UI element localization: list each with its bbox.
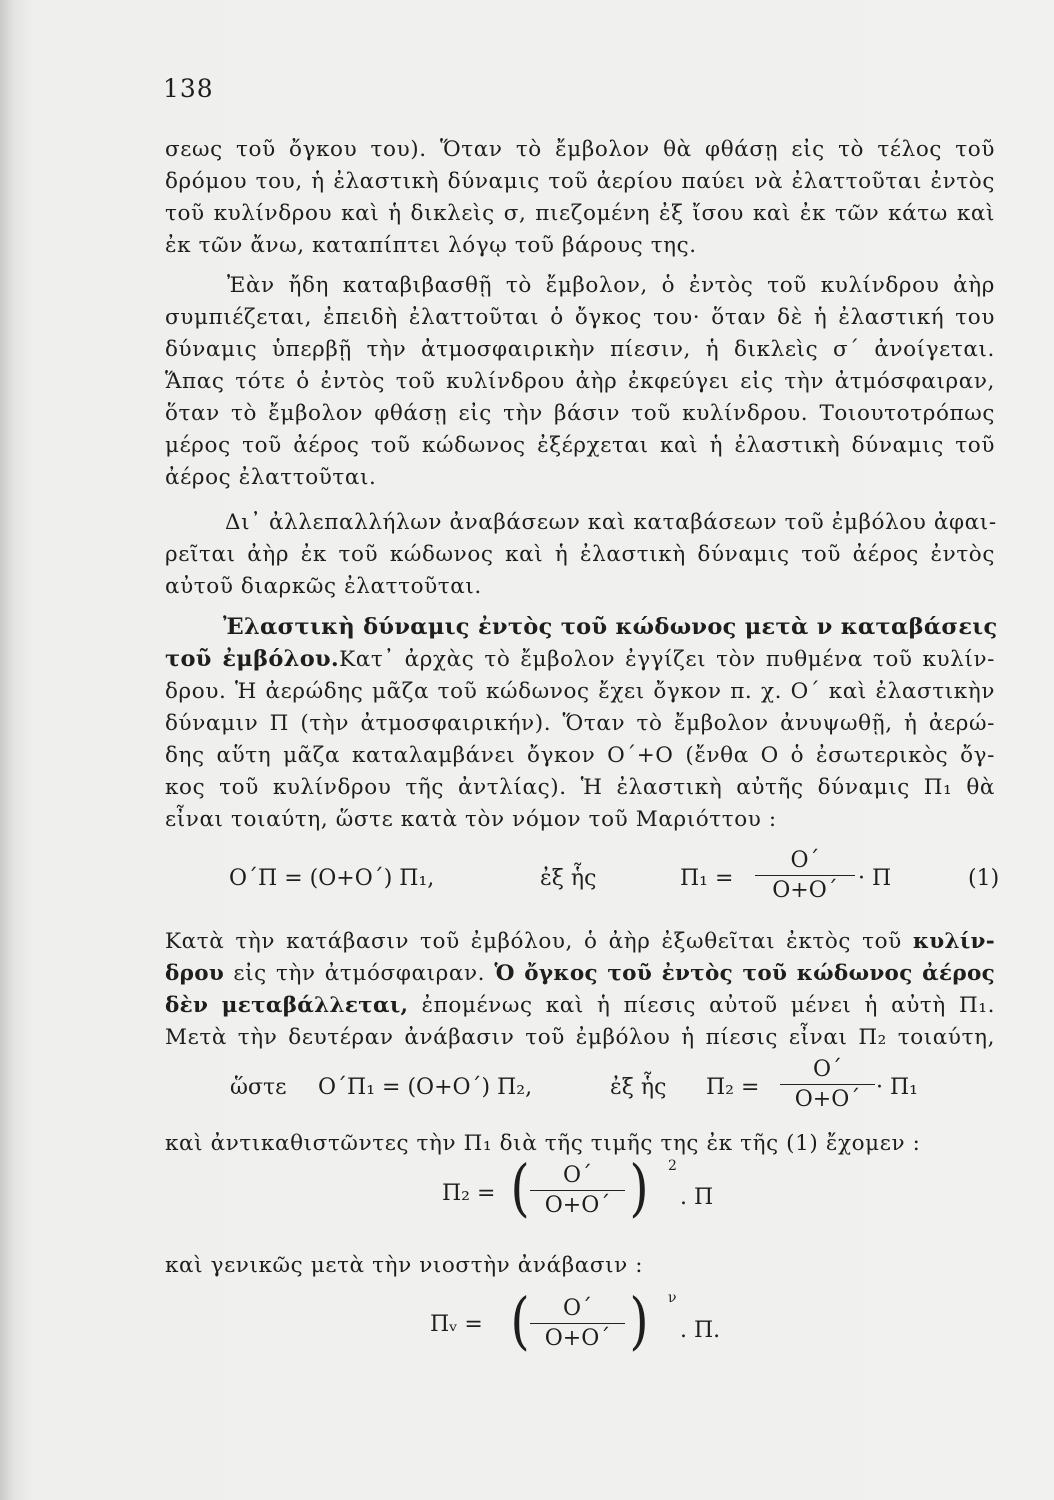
emphasis: δρου [165,961,225,986]
right-paren: ) [629,1151,649,1224]
eq2-lhs: Ο΄Π₁ = (Ο+Ο΄) Π₂, [318,1075,533,1100]
paragraph-5 [165,926,995,1054]
text-line: δρου. Ἡ ἀερώδης μᾶζα τοῦ κώδωνος ἔχει ὄγκον π. χ. Ο΄ καὶ ἐλαστικὴν [165,679,995,704]
fraction-bar [530,1190,625,1191]
eq3-lhs: Π₂ = [442,1181,496,1206]
eq1-denominator: Ο+Ο΄ [772,878,838,903]
page-number: 138 [163,74,214,103]
section-heading: Ἐλαστικὴ δύναμις ἐντὸς τοῦ κώδωνος μετὰ ν καταβάσεις [223,614,998,640]
eq3-exponent: 2 [668,1158,677,1174]
text-line: εἶναι τοιαύτη, ὥστε κατὰ τὸν νόμον τοῦ Μαριόττου : [165,807,777,832]
eq1-mid: ἐξ ἧς [540,866,597,891]
text-line: Κατ᾿ ἀρχὰς τὸ ἔμβολον ἐγγίζει τὸν πυθμένα τοῦ κυλίν- [339,647,996,672]
fraction-bar [755,875,855,876]
eq4-denominator: Ο+Ο΄ [544,1326,611,1351]
text-line: Μετὰ τὴν δευτέραν ἀνάβασιν τοῦ ἐμβόλου ἡ πίεσις εἶναι Π₂ τοιαύτη, [165,1025,995,1050]
left-paren: ( [510,1151,530,1224]
paragraph-1 [165,134,995,262]
fraction-bar [530,1323,625,1324]
section-paragraph [165,611,998,836]
text-line: κος τοῦ κυλίνδρου τῆς ἀντλίας). Ἡ ἐλαστικὴ αὐτῆς δύναμις Π₁ θὰ [165,775,995,800]
text-line: Ἐὰν ἤδη καταβιβασθῇ τὸ ἔμβολον, ὁ ἐντὸς τοῦ κυλίνδρου ἀὴρ [227,273,995,298]
eq1-lhs: Ο΄Π = (Ο+Ο΄) Π₁, [229,866,435,891]
text-line: δης αὕτη μᾶζα καταλαμβάνει ὄγκον Ο΄+Ο (ἔνθα Ο ὁ ἐσωτερικὸς ὄγ- [165,743,995,768]
text-line: ἀέρος ἐλαττοῦται. [165,465,377,490]
text-line: τοῦ κυλίνδρου καὶ ἡ δικλεὶς σ, πιεζομένη ἐξ ἴσου καὶ ἐκ τῶν κάτω καὶ [165,201,995,226]
eq4-exponent: ν [668,1290,677,1306]
eq1-rhs-left: Π₁ = [680,866,734,891]
eq1-fraction [755,848,855,903]
text-line: ρεῖται ἀὴρ ἐκ τοῦ κώδωνος καὶ ἡ ἐλαστικὴ δύναμις τοῦ ἀέρος ἐντὸς [165,542,995,567]
paragraph-2 [165,270,995,494]
text-line: δρόμου του, ἡ ἐλαστικὴ δύναμις τοῦ ἀερίου παύει νὰ ἐλαττοῦται ἐντὸς [165,169,995,194]
eq2-mid: ἐξ ἧς [610,1075,667,1100]
fraction-bar [780,1084,875,1085]
eq1-rhs-right: · Π [858,866,892,891]
eq1-numerator: Ο΄ [790,848,820,873]
text-line: δύναμις ὑπερβῇ τὴν ἀτμοσφαιρικὴν πίεσιν, ἡ δικλεὶς σ΄ ἀνοίγεται. [165,337,995,362]
text-line: ὅταν τὸ ἔμβολον φθάσῃ εἰς τὴν βάσιν τοῦ κυλίνδρου. Τοιουτοτρόπως [165,401,995,426]
eq1-label: (1) [968,866,1000,891]
eq3-denominator: Ο+Ο΄ [544,1193,611,1218]
text-line: καὶ ἀντικαθιστῶντες τὴν Π₁ διὰ τῆς τιμῆς της ἐκ τῆς (1) ἔχομεν : [165,1131,921,1156]
text-line: αὐτοῦ διαρκῶς ἐλαττοῦται. [165,574,482,599]
text-line: Κατὰ τὴν κατάβασιν τοῦ ἐμβόλου, ὁ ἀὴρ ἐξωθεῖται ἐκτὸς τοῦ [165,929,902,954]
eq2-fraction [780,1057,875,1112]
eq3-numerator: Ο΄ [562,1163,593,1188]
emphasis: Ὁ ὄγκος τοῦ ἐντὸς τοῦ κώδωνος ἀέρος [494,961,995,986]
text-line: ἐκ τῶν ἄνω, καταπίπτει λόγῳ τοῦ βάρους της. [165,233,697,258]
eq3-rhs: . Π [680,1185,714,1210]
eq2-pre: ὥστε [230,1075,287,1100]
right-paren: ) [629,1284,649,1357]
text-line: εἰς τὴν ἀτμόσφαιραν. [233,961,486,986]
paragraph-7 [165,1250,995,1282]
eq2-numerator: Ο΄ [812,1057,843,1082]
eq4-lhs: Πᵥ = [430,1312,483,1337]
eq3-fraction [530,1163,625,1218]
left-paren: ( [510,1284,530,1357]
emphasis: δὲν μεταβάλλεται, [165,993,409,1018]
eq4-rhs: . Π. [680,1318,721,1343]
eq4-numerator: Ο΄ [562,1296,593,1321]
section-heading-end: τοῦ ἐμβόλου. [165,646,340,672]
paragraph-3 [165,507,995,603]
paragraph-6 [165,1128,995,1160]
text-line: μέρος τοῦ ἀέρος τοῦ κώδωνος ἐξέρχεται καὶ ἡ ἐλαστικὴ δύναμις τοῦ [165,433,995,458]
text-line: Δι᾿ ἀλλεπαλλήλων ἀναβάσεων καὶ καταβάσεων τοῦ ἐμβόλου ἀφαι- [225,510,997,535]
text-line: συμπιέζεται, ἐπειδὴ ἐλαττοῦται ὁ ὄγκος του· ὅταν δὲ ἡ ἐλαστική του [165,305,995,330]
eq2-denominator: Ο+Ο΄ [794,1087,861,1112]
text-line: ἐπομένως καὶ ἡ πίεσις αὐτοῦ μένει ἡ αὐτὴ Π₁. [421,993,996,1018]
text-line: Ἅπας τότε ὁ ἐντὸς τοῦ κυλίνδρου ἀὴρ ἐκφεύγει εἰς τὴν ἀτμόσφαιραν, [165,369,995,394]
eq2-rhs-right: · Π₁ [876,1075,918,1100]
emphasis: κυλίν- [912,929,995,954]
eq4-fraction [530,1296,625,1351]
text-line: καὶ γενικῶς μετὰ τὴν νιοστὴν ἀνάβασιν : [165,1253,644,1278]
text-line: σεως τοῦ ὄγκου του). Ὅταν τὸ ἔμβολον θὰ φθάσῃ εἰς τὸ τέλος τοῦ [165,137,995,162]
eq2-rhs-left: Π₂ = [706,1075,760,1100]
text-line: δύναμιν Π (τὴν ἀτμοσφαιρικήν). Ὅταν τὸ ἔμβολον ἀνυψωθῇ, ἡ ἀερώ- [165,711,995,736]
